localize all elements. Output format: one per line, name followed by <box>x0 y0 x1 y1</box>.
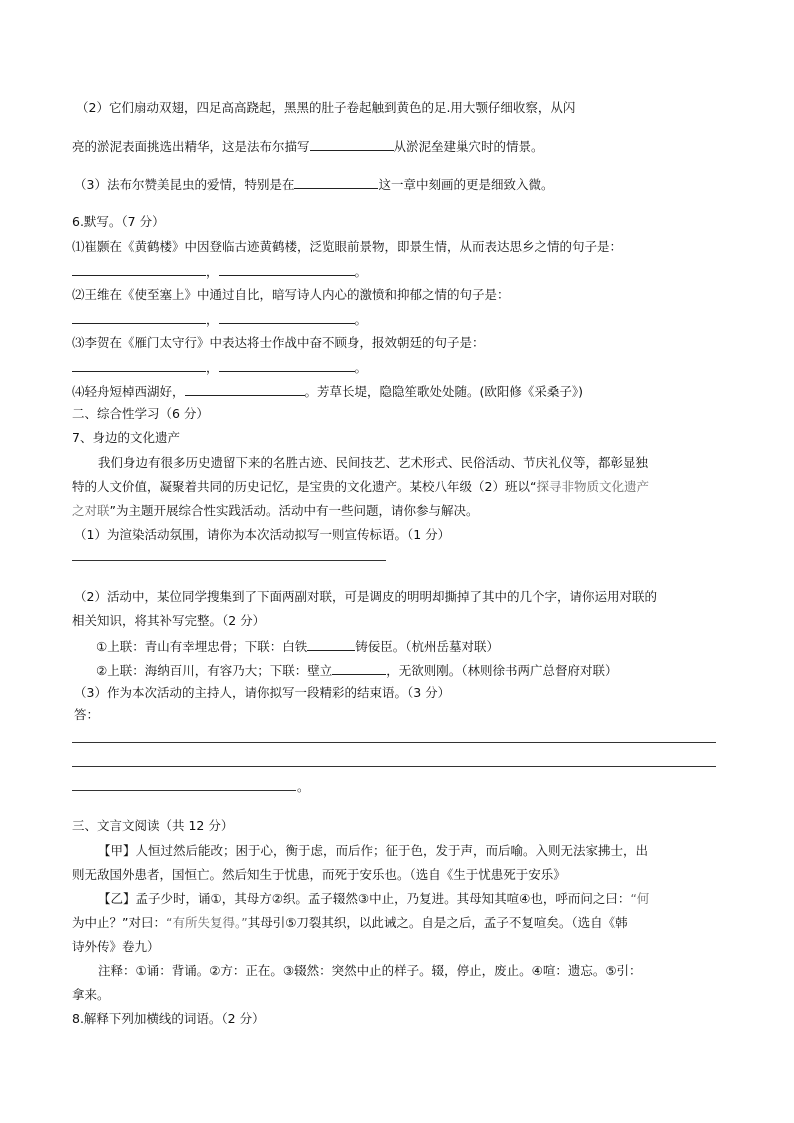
q6-comma: ， <box>206 360 219 375</box>
q7-sub2-line1: （2）活动中，某位同学搜集到了下面两副对联，可是调皮的明明却撕掉了其中的几个字，请你运用对联的 <box>74 589 657 604</box>
q7-intro3-b: ”为主题开展综合性实践活动。活动中有一些问题，请你参与解决。 <box>109 503 479 518</box>
passage-yi-line1 <box>98 891 649 907</box>
section3-title: 三、文言文阅读（共 12 分） <box>72 818 234 833</box>
q6-item1-blank1[interactable] <box>72 262 206 276</box>
passage-yi2-b: “有所失复得。” <box>165 915 248 930</box>
q8-title: 8.解释下列加横线的词语。（2 分） <box>72 1011 265 1026</box>
q7-title: 7、身边的文化遗产 <box>72 430 180 445</box>
q5-part3 <box>74 175 553 193</box>
answer-line-2[interactable] <box>72 766 716 767</box>
q6-item2-blank1[interactable] <box>72 310 206 324</box>
answer-label: 答： <box>74 707 100 722</box>
passage-yi-line3: 诗外传》卷九） <box>72 939 160 954</box>
q7-intro-line2 <box>72 479 649 495</box>
q6-item3-blank2[interactable] <box>219 358 355 372</box>
q6-item4 <box>72 382 583 400</box>
q5-part2-line2 <box>72 137 544 155</box>
q6-item1-blanks <box>72 262 367 280</box>
q6-period: 。 <box>354 312 368 327</box>
q6-comma: ， <box>206 312 219 327</box>
couplet2-text-a: ②上联：海纳百川，有容乃大；下联：壁立 <box>96 663 333 678</box>
q7-intro2-theme: 探寻非物质文化遗产 <box>536 479 649 494</box>
q6-period: 。 <box>354 264 368 279</box>
q6-item4-blank[interactable] <box>185 382 305 396</box>
passage-yi-line2 <box>72 915 628 931</box>
q6-item2-blank2[interactable] <box>219 310 355 324</box>
couplet1-blank[interactable] <box>307 637 355 651</box>
q7-intro-line3 <box>72 503 479 519</box>
q7-sub2-line2: 相关知识，将其补写完整。（2 分） <box>72 613 266 628</box>
q5-part3-blank[interactable] <box>294 175 378 189</box>
couplet2-blank[interactable] <box>332 661 386 675</box>
q5-part3-text-a: （3）法布尔赞美昆虫的爱情，特别是在 <box>74 177 295 192</box>
q6-item3-blank1[interactable] <box>72 358 206 372</box>
q6-item3: ⑶李贺在《雁门太守行》中表达将士作战中奋不顾身，报效朝廷的句子是： <box>72 335 485 350</box>
notes-line1: 注释：①诵：背诵。②方：正在。③辍然：突然中止的样子。辍，停止，废止。④喧：遗忘。⑤引： <box>98 963 642 978</box>
passage-jia-line2: 则无敌国外患者，国恒亡。然后知生于忧患，而死于安乐也。（选自《生于忧患死于安乐》 <box>72 867 566 882</box>
answer-end-period: 。 <box>297 779 310 794</box>
couplet2 <box>96 661 617 679</box>
q6-item2-blanks <box>72 310 367 328</box>
couplet1 <box>96 637 499 655</box>
passage-yi1-b: “何 <box>630 891 650 906</box>
q6-item4-text-b: 。芳草长堤，隐隐笙歌处处随。(欧阳修《采桑子》) <box>304 384 584 399</box>
couplet1-text-a: ①上联：青山有幸埋忠骨；下联：白铁 <box>96 639 308 654</box>
section2-title: 二、综合性学习（6 分） <box>72 406 209 421</box>
q6-title: 6.默写。（7 分） <box>72 214 165 229</box>
q6-item3-blanks <box>72 358 367 376</box>
answer-line-1[interactable] <box>72 742 716 743</box>
couplet2-text-b: ，无欲则刚。（林则徐书两广总督府对联） <box>386 663 618 678</box>
passage-yi2-c: 其母引⑤刀裂其织，以此诫之。自是之后，孟子不复喧矣。（选自《韩 <box>247 915 628 930</box>
q7-intro-line1: 我们身边有很多历史遗留下来的名胜古迹、民间技艺、艺术形式、民俗活动、节庆礼仪等，都彰显独 <box>98 455 649 470</box>
q5-part2-text-b: 从淤泥垒建巢穴时的情景。 <box>393 139 544 154</box>
q6-item4-text-a: ⑷轻舟短棹西湖好， <box>72 384 185 399</box>
q6-item1: ⑴崔颢在《黄鹤楼》中因登临古迹黄鹤楼，泛览眼前景物，即景生情，从而表达思乡之情的句子是： <box>72 239 623 254</box>
passage-yi2-a: 为中止？”对曰： <box>72 915 166 930</box>
passage-jia-line1: 【甲】人恒过然后能改；困于心，衡于虑，而后作；征于色，发于声，而后喻。入则无法家拂士，出 <box>98 843 649 858</box>
q6-item2: ⑵王维在《使至塞上》中通过自比，暗写诗人内心的激愤和抑郁之情的句子是： <box>72 287 510 302</box>
q5-part3-text-b: 这一章中刻画的更是细致入微。 <box>378 177 554 192</box>
answer-line-3[interactable] <box>72 790 296 791</box>
q7-sub3: （3）作为本次活动的主持人，请你拟写一段精彩的结束语。（3 分） <box>74 685 451 700</box>
q7-intro3-theme: 之对联 <box>72 503 110 518</box>
q7-sub1-answer-line[interactable] <box>72 560 386 561</box>
couplet1-text-b: 铸佞臣。（杭州岳墓对联） <box>355 639 499 654</box>
passage-yi1-a: 【乙】孟子少时，诵①，其母方②织。孟子辍然③中止，乃复进。其母知其喧④也，呼而问之曰： <box>98 891 631 906</box>
q6-period: 。 <box>354 360 368 375</box>
q5-part2-text-a: 亮的淤泥表面挑选出精华，这是法布尔描写 <box>72 139 310 154</box>
q5-part2-blank[interactable] <box>310 137 394 151</box>
q7-sub1: （1）为渲染活动氛围，请你为本次活动拟写一则宣传标语。（1 分） <box>74 527 451 542</box>
q6-item1-blank2[interactable] <box>219 262 355 276</box>
q7-intro2-a: 特的人文价值，凝聚着共同的历史记忆，是宝贵的文化遗产。某校八年级（2）班以“ <box>72 479 537 494</box>
q5-part2-line1: （2）它们扇动双翅，四足高高跷起，黑黑的肚子卷起触到黄色的足.用大颚仔细收察，从闪 <box>76 100 576 115</box>
notes-line2: 拿来。 <box>72 987 110 1002</box>
q6-comma: ， <box>206 264 219 279</box>
